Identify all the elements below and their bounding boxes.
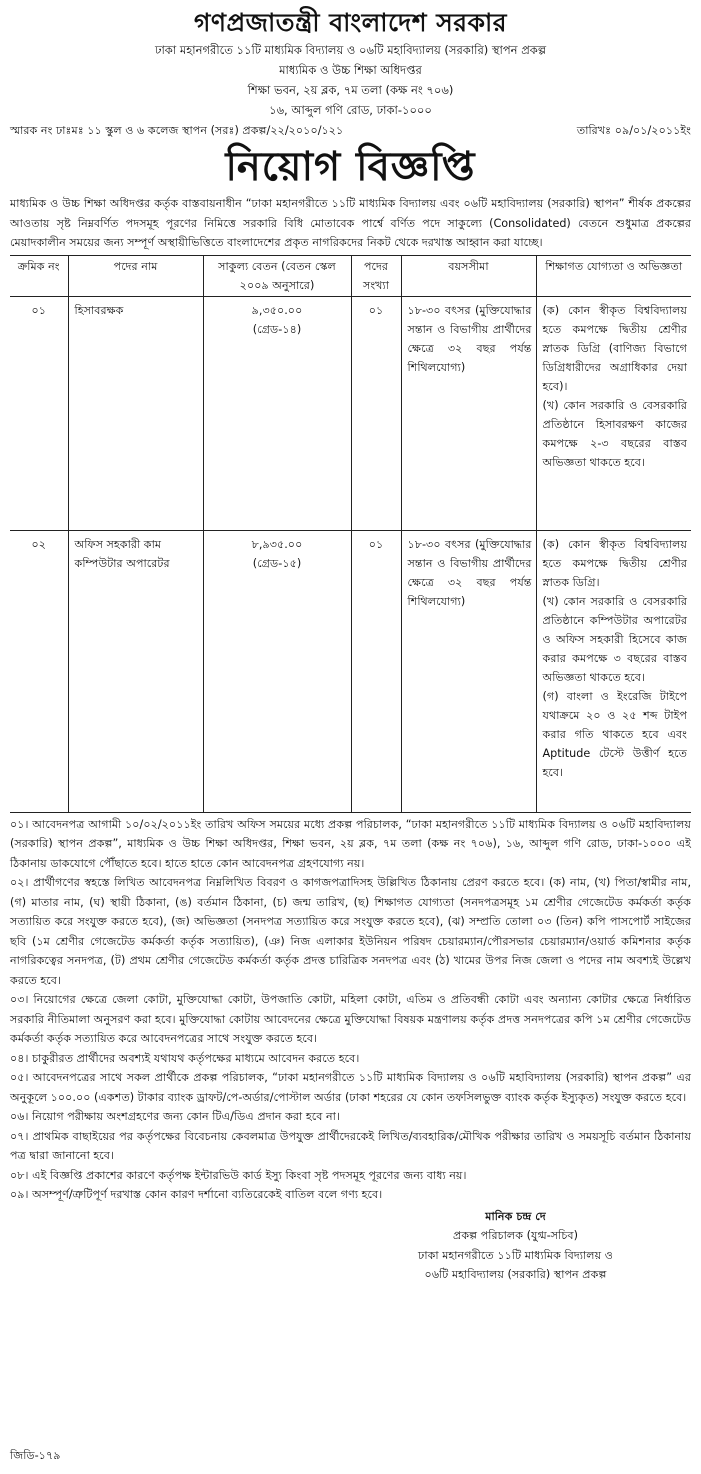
condition-item: ০৪। চাকুরীরত প্রার্থীদের অবশ্যই যথাযথ কর্তৃপক্ষের মাধ্যমে আবেদন করতে হবে।: [10, 1051, 360, 1065]
row-post: হিসাবরক্ষক: [68, 296, 203, 530]
notice-date: তারিখঃ ০৯/০১/২০১১ইং: [576, 124, 691, 137]
qualification-item: (গ) বাংলা ও ইংরেজি টাইপে যথাক্রমে ২০ ও ২৫ শব্দ টাইপ করার গতি থাকতে হবে এবং Aptitude টেস্টে উত্তীর্ণ হতে হবে।: [542, 689, 687, 779]
reference-row: [10, 122, 691, 140]
conditions-list: [10, 815, 691, 1205]
header-count: পদের সংখ্যা: [351, 255, 401, 296]
office-address: ১৬, আব্দুল গণি রোড, ঢাকা-১০০০: [269, 103, 432, 117]
notice-code: জিডি-১৭৯: [10, 1449, 61, 1462]
qualification-item: (খ) কোন সরকারি ও বেসরকারি প্রতিষ্ঠানে কম্পিউটার অপারেটর ও অফিস সহকারী হিসেবে কাজ করার কমপক্ষে ৩ বছরের বাস্তব অভিজ্ঞতা থাকতে হবে।: [542, 594, 687, 684]
table-row: [10, 530, 691, 812]
header-serial: ক্রমিক নং: [10, 255, 68, 296]
signatory-project-line: ০৬টি মহাবিদ্যালয় (সরকারি) স্থাপন প্রকল্প: [424, 1268, 607, 1281]
table-header-row: [10, 255, 691, 296]
condition-item: ০৮। এই বিজ্ঞপ্তি প্রকাশের কারণে কর্তৃপক্ষ ইন্টারভিউ কার্ড ইস্যু কিংবা সৃষ্ট পদসমূহ পূরণের জন্য বাধ্য নয়।: [10, 1168, 467, 1182]
condition-item: ০৫। আবেদনপত্রের সাথে সকল প্রার্থীকে প্রকল্প পরিচালক, “ঢাকা মহানগরীতে ১১টি মাধ্যমিক বিদ্যালয় ও ০৬টি মহাবিদ্যালয় (সরকারি) স্থাপন প্রকল্প” এর অনুকূলে ১০০.০০ (একশত) টাকার ব্যাংক ড্রাফট/পে-অর্ডার/পোস্টাল অর্ডার (ঢাকা শহরের যে কোন তফসিলভুক্ত ব্যাংক কর্তৃক ইস্যুকৃত) সংযুক্ত করতে হবে।: [10, 1071, 691, 1104]
row-grade: (গ্রেড-১৫): [252, 556, 302, 570]
office-building: শিক্ষা ভবন, ২য় ব্লক, ৭ম তলা (কক্ষ নং ৭০৬): [247, 83, 454, 97]
notice-header: [10, 0, 691, 120]
header-age: বয়সসীমা: [401, 255, 536, 296]
condition-item: ০১। আবেদনপত্র আগামী ১০/০২/২০১১ইং তারিখ অফিস সময়ের মধ্যে প্রকল্প পরিচালক, “ঢাকা মহানগরীতে ১১টি মাধ্যমিক বিদ্যালয় ও ০৬টি মহাবিদ্যালয় (সরকারি) স্থাপন প্রকল্প”, মাধ্যমিক ও উচ্চ শিক্ষা অধিদপ্তর, শিক্ষা ভবন, ২য় ব্লক, ৭ম তলা (কক্ষ নং ৭০৬), ১৬, আব্দুল গণি রোড, ঢাকা-১০০০ এই ঠিকানায় ডাকযোগে পৌঁছাতে হবে। হাতে হাতে কোন আবেদনপত্র গ্রহণযোগ্য নয়।: [10, 817, 691, 870]
signatory-designation: প্রকল্প পরিচালক (যুগ্ম-সচিব): [452, 1229, 579, 1242]
row-salary-cell: [203, 530, 351, 812]
condition-item: ০৬। নিয়োগ পরীক্ষায় অংশগ্রহণের জন্য কোন টিএ/ডিএ প্রদান করা হবে না।: [10, 1110, 340, 1123]
row-count: ০১: [351, 530, 401, 812]
row-serial: ০২: [10, 530, 68, 812]
header-qualification: শিক্ষাগত যোগ্যতা ও অভিজ্ঞতা: [536, 255, 691, 296]
row-serial: ০১: [10, 296, 68, 530]
row-age: ১৮-৩০ বৎসর (মুক্তিযোদ্ধার সন্তান ও বিভাগীয় প্রার্থীদের ক্ষেত্রে ৩২ বছর পর্যন্ত শিথিলযোগ্য): [401, 530, 536, 812]
row-age: ১৮-৩০ বৎসর (মুক্তিযোদ্ধার সন্তান ও বিভাগীয় প্রার্থীদের ক্ষেত্রে ৩২ বছর পর্যন্ত শিথিলযোগ্য): [401, 296, 536, 530]
condition-item: ০৯। অসম্পূর্ণ/ত্রুটিপূর্ণ দরখাস্ত কোন কারণ দর্শানো ব্যতিরেকেই বাতিল বলে গণ্য হবে।: [10, 1188, 383, 1201]
directorate-name: মাধ্যমিক ও উচ্চ শিক্ষা অধিদপ্তর: [279, 63, 422, 77]
condition-item: ০২। প্রার্থীগণের স্বহস্তে লিখিত আবেদনপত্র নিম্নলিখিত বিবরণ ও কাগজপত্রাদিসহ উল্লিখিত ঠিকানায় প্রেরণ করতে হবে। (ক) নাম, (খ) পিতা/স্বামীর নাম, (গ) মাতার নাম, (ঘ) স্থায়ী ঠিকানা, (ঙ) বর্তমান ঠিকানা, (চ) জন্ম তারিখ, (ছ) শিক্ষাগত যোগ্যতা (সনদপত্রসমূহ ১ম শ্রেণীর গেজেটেড কর্মকর্তা কর্তৃক সত্যায়িত করে সংযুক্ত করতে হবে), (জ) অভিজ্ঞতা (সনদপত্র সত্যায়িত করে সংযুক্ত করতে হবে), (ঝ) সম্প্রতি তোলা ০৩ (তিন) কপি পাসপোর্ট সাইজের ছবি (১ম শ্রেণীর গেজেটেড কর্মকর্তা কর্তৃক সত্যায়িত), (ঞ) নিজ এলাকার ইউনিয়ন পরিষদ চেয়ারম্যান/পৌরসভার চেয়ারম্যান/ওয়ার্ড কমিশনার কর্তৃক নাগরিকত্বের সনদপত্র, (ট) প্রথম শ্রেণীর গেজেটেড কর্মকর্তা কর্তৃক প্রদত্ত চারিত্রিক সনদপত্র এবং (ঠ) খামের উপর নিজ জেলা ও পদের নাম অবশ্যই উল্লেখ করতে হবে।: [10, 876, 691, 987]
intro-paragraph: মাধ্যমিক ও উচ্চ শিক্ষা অধিদপ্তর কর্তৃক বাস্তবায়নাধীন “ঢাকা মহানগরীতে ১১টি মাধ্যমিক বিদ্যালয় এবং ০৬টি মহাবিদ্যালয় (সরকারি) স্থাপন” শীর্ষক প্রকল্পের আওতায় সৃষ্ট নিম্নবর্ণিত পদসমূহ পূরণের নিমিত্তে সরকারি বিধি মোতাবেক পার্শ্বে বর্ণিত পদে সাকুল্যে (Consolidated) বেতনে শুধুমাত্র প্রকল্পের মেয়াদকালীন সময়ের জন্য সম্পূর্ণ অস্থায়ীভিত্তিতে বাংলাদেশের প্রকৃত নাগরিকদের নিকট থেকে দরখাস্ত আহ্বান করা যাচ্ছে।: [10, 197, 691, 249]
condition-item: ০৩। নিয়োগের ক্ষেত্রে জেলা কোটা, মুক্তিযোদ্ধা কোটা, উপজাতি কোটা, মহিলা কোটা, এতিম ও প্রতিবন্ধী কোটা এবং অন্যান্য কোটার ক্ষেত্রে নির্ধারিত সরকারি নীতিমালা অনুসরণ করা হবে। মুক্তিযোদ্ধা কোটায় আবেদনের ক্ষেত্রে মুক্তিযোদ্ধা বিষয়ক মন্ত্রণালয় কর্তৃক প্রদত্ত সনদপত্রের কপি ১ম শ্রেণীর গেজেটেড কর্মকর্তা কর্তৃক সত্যায়িত করে আবেদনপত্রের সাথে সংযুক্ত করতে হবে।: [10, 993, 691, 1045]
header-salary: সাকুল্য বেতন (বেতন স্কেল ২০০৯ অনুসারে): [203, 255, 351, 296]
qualification-item: (ক) কোন স্বীকৃত বিশ্ববিদ্যালয় হতে কমপক্ষে দ্বিতীয় শ্রেণীর স্নাতক ডিগ্রি (বাণিজ্য বিভাগে ডিগ্রিধারীদের অগ্রাধিকার দেয়া হবে)।: [542, 303, 687, 393]
memo-number: স্মারক নং ঢাঃমঃ ১১ স্কুল ও ৬ কলেজ স্থাপন (সরঃ) প্রকল্প/২২/২০১০/১২১: [10, 124, 344, 137]
row-salary: ৯,৩৫০.০০: [251, 303, 303, 317]
condition-item: ০৭। প্রাথমিক বাছাইয়ের পর কর্তৃপক্ষের বিবেচনায় কেবলমাত্র উপযুক্ত প্রার্থীদেরকেই লিখিত/ব্যবহারিক/মৌখিক পরীক্ষার তারিখ ও সময়সূচি বর্তমান ঠিকানায় পত্র দ্বারা জানানো হবে।: [10, 1129, 691, 1162]
row-count: ০১: [351, 296, 401, 530]
table-row: [10, 296, 691, 530]
posts-table: [10, 255, 691, 813]
row-salary-cell: [203, 296, 351, 530]
signatory-name: মানিক চন্দ্র দে: [485, 1209, 546, 1223]
notice-title: নিয়োগ বিজ্ঞপ্তি: [225, 144, 476, 190]
row-post: অফিস সহকারী কাম কম্পিউটার অপারেটর: [68, 530, 203, 812]
government-title: গণপ্রজাতন্ত্রী বাংলাদেশ সরকার: [194, 8, 507, 37]
signature-block: [340, 1207, 691, 1285]
row-grade: (গ্রেড-১৪): [252, 322, 302, 336]
qualification-item: (ক) কোন স্বীকৃত বিশ্ববিদ্যালয় হতে কমপক্ষে দ্বিতীয় শ্রেণীর স্নাতক ডিগ্রি।: [542, 537, 687, 589]
qualification-item: (খ) কোন সরকারি ও বেসরকারি প্রতিষ্ঠানে হিসাবরক্ষণ কাজের কমপক্ষে ২-৩ বছরের বাস্তব অভিজ্ঞতা থাকতে হবে।: [542, 398, 687, 469]
signatory-project-line: ঢাকা মহানগরীতে ১১টি মাধ্যমিক বিদ্যালয় ও: [418, 1248, 613, 1262]
header-post: পদের নাম: [68, 255, 203, 296]
row-qualification: [536, 296, 691, 530]
project-name: ঢাকা মহানগরীতে ১১টি মাধ্যমিক বিদ্যালয় ও ০৬টি মহাবিদ্যালয় (সরকারি) স্থাপন প্রকল্প: [154, 43, 547, 57]
row-qualification: [536, 530, 691, 812]
row-salary: ৮,৯৩৫.০০: [251, 537, 303, 551]
